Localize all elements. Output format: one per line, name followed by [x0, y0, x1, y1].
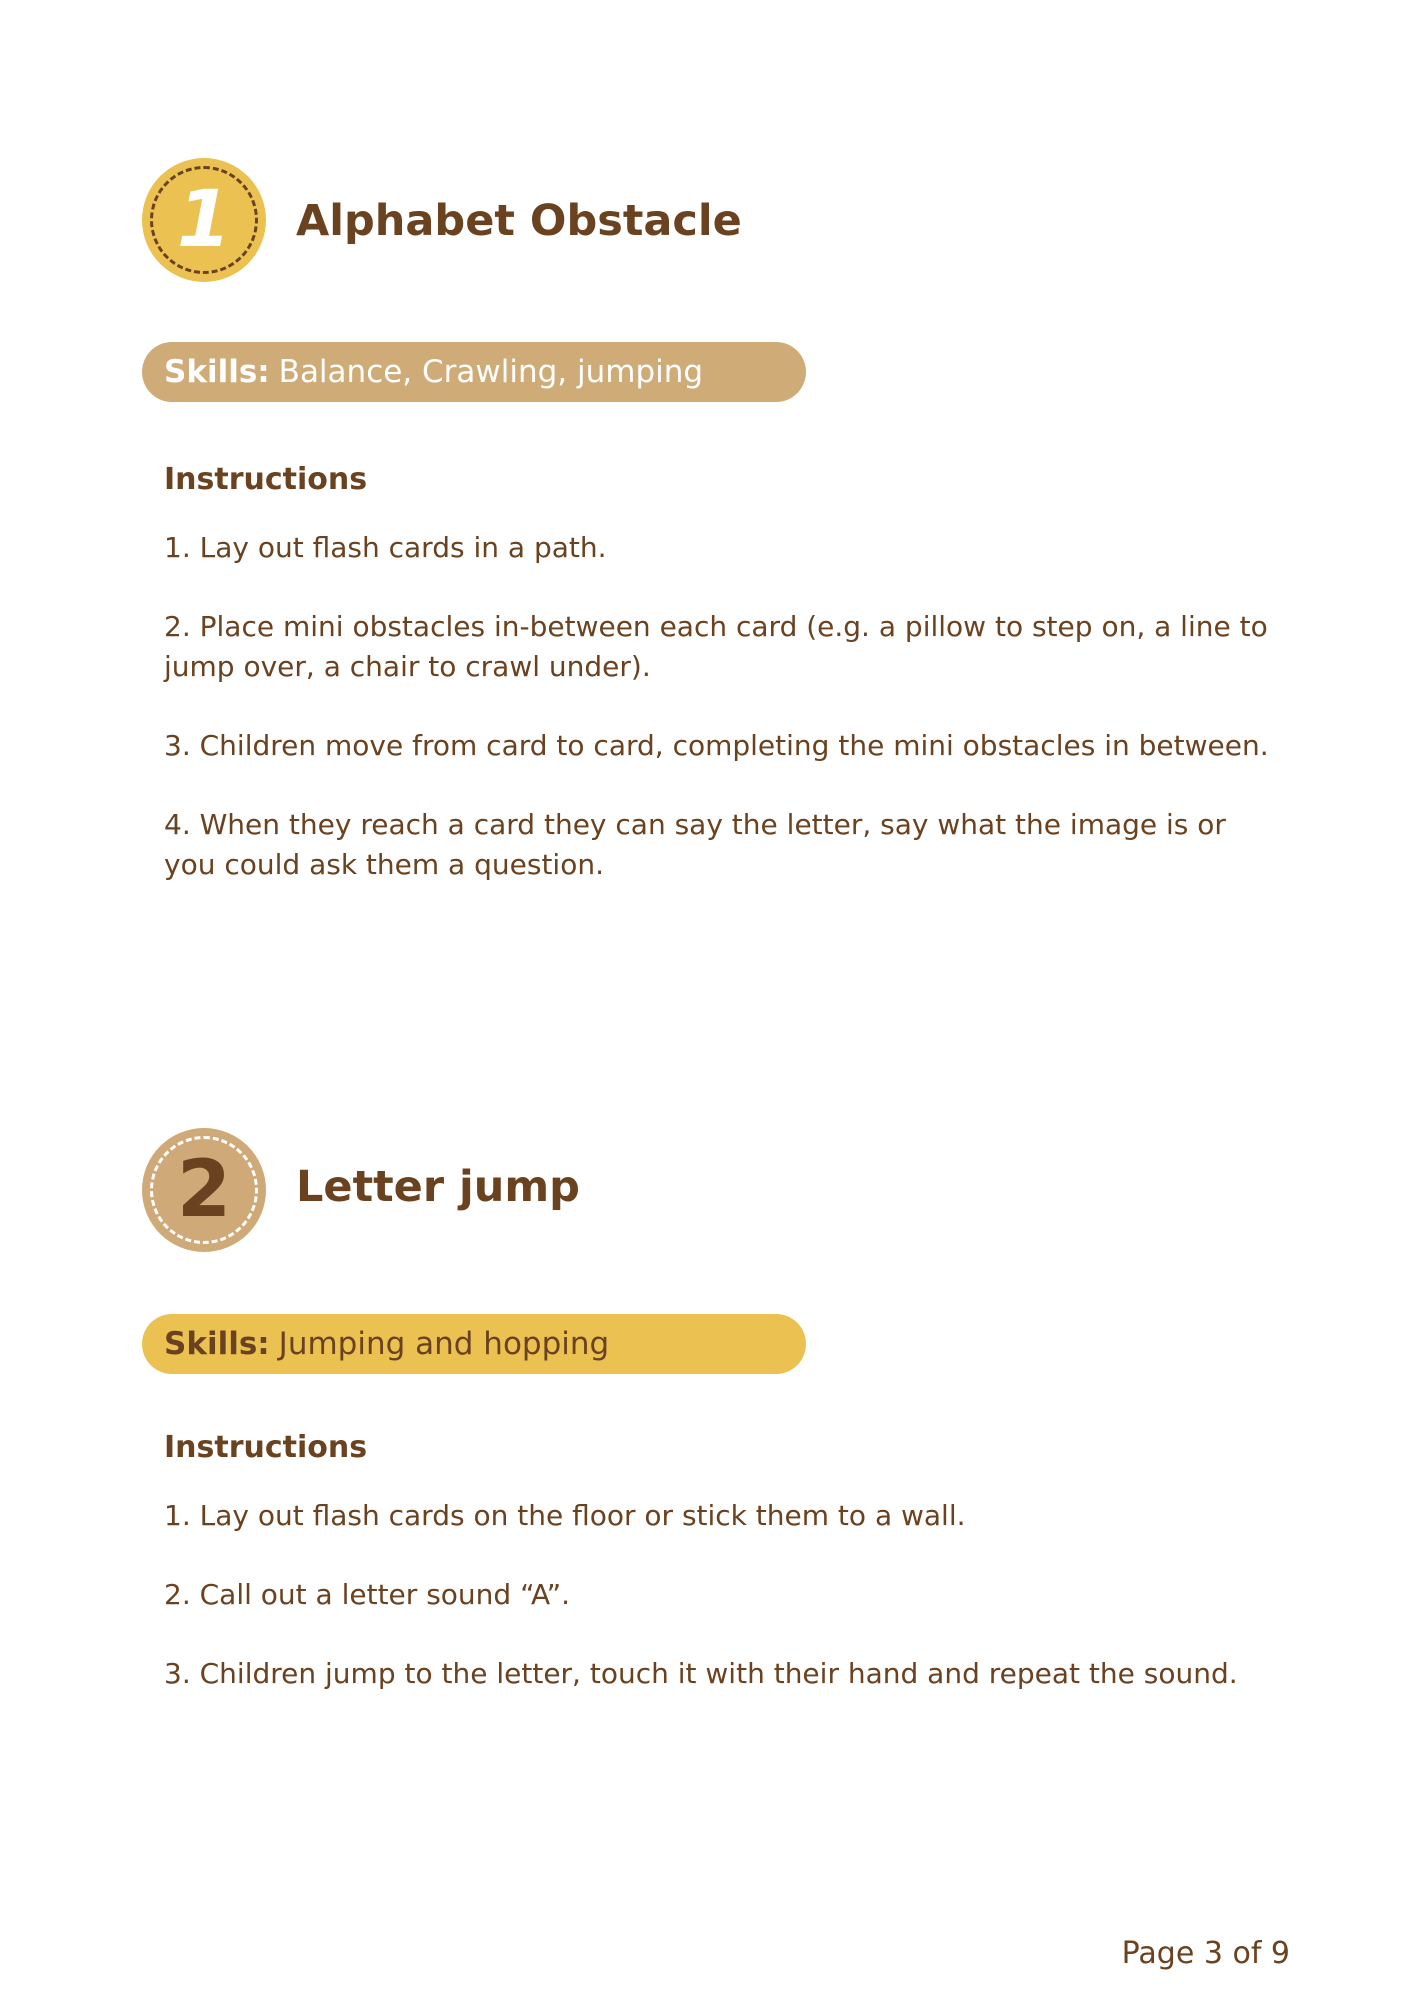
activity-title: Letter jump: [296, 1162, 580, 1212]
skills-value: Balance, Crawling, jumping: [278, 354, 704, 390]
instruction-step: 3. Children move from card to card, completing the mini obstacles in between.: [164, 729, 1269, 762]
instructions-heading: Instructions: [164, 462, 368, 497]
number-badge: [142, 158, 266, 282]
number-badge: [142, 1128, 266, 1252]
instruction-step: 1. Lay out flash cards on the floor or stick them to a wall.: [164, 1499, 966, 1532]
instruction-step: 2. Call out a letter sound “A”.: [164, 1578, 571, 1611]
badge-number: 1: [176, 175, 232, 265]
skills-label: Skills:: [164, 1326, 270, 1362]
instruction-step: 4. When they reach a card they can say the letter, say what the image is or you could ask them a question.: [164, 808, 1226, 881]
skills-banner: [142, 342, 806, 402]
skills-banner: [142, 1314, 806, 1374]
instructions-heading: Instructions: [164, 1430, 368, 1465]
instruction-list: [164, 1496, 1284, 1733]
activity-title: Alphabet Obstacle: [296, 196, 742, 246]
instruction-step: 2. Place mini obstacles in-between each card (e.g. a pillow to step on, a line to jump over, a chair to crawl under).: [164, 610, 1268, 683]
skills-value: Jumping and hopping: [278, 1326, 610, 1362]
instruction-step: 3. Children jump to the letter, touch it with their hand and repeat the sound.: [164, 1657, 1238, 1690]
page-number: Page 3 of 9: [1121, 1936, 1290, 1971]
instruction-list: [164, 528, 1284, 924]
badge-number: 2: [176, 1145, 232, 1235]
instruction-step: 1. Lay out flash cards in a path.: [164, 531, 607, 564]
skills-label: Skills:: [164, 354, 270, 390]
